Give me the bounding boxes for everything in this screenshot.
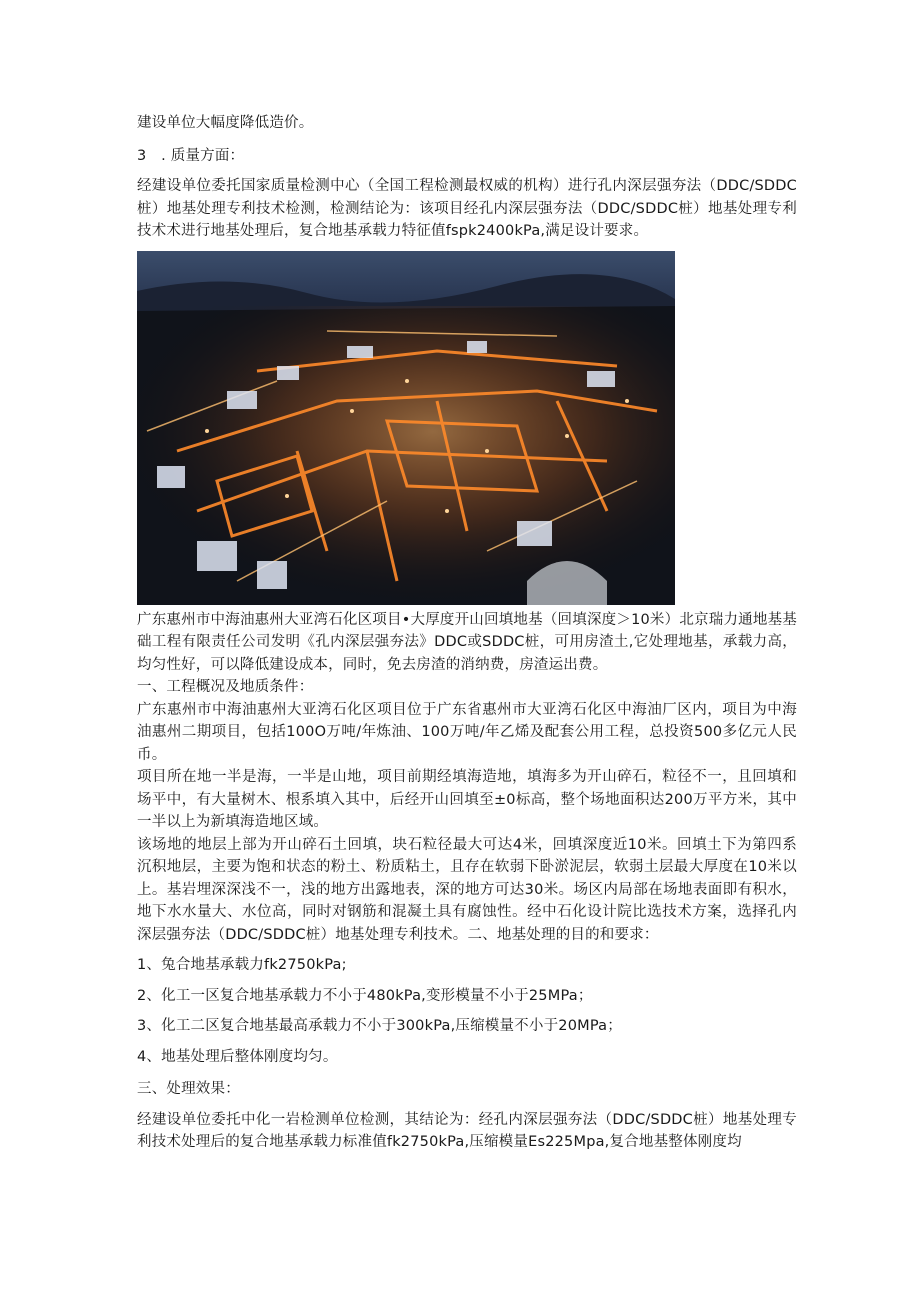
paragraph-inspection-results: 经建设单位委托中化一岩检测单位检测，其结论为：经孔内深层强夯法（DDC/SDDC桩）地基处理专利技术处理后的复合地基承载力标准值fk2750kPa,压缩模量Es225Mpa,复合地基整体刚度均: [137, 1111, 797, 1150]
paragraph-geology: 该场地的地层上部为开山碎石土回填，块石粒径最大可达4米，回填深度近10米。回填土下为第四系沉积地层，主要为饱和状态的粉土、粉质粘土，且存在软弱下卧淤泥层，软弱土层最大厚度在10米以上。基岩埋深深浅不一，浅的地方出露地表，深的地方可达30米。场区内局部在场地表面即有积水，地下水水量大、水位高，同时对钢筋和混凝土具有腐蚀性。经中石化设计院比选技术方案，选择孔内深层强夯法（DDC/SDDC桩）地基处理专利技术。二、地基处理的目的和要求：: [137, 836, 797, 943]
section-heading-quality: 3 . 质量方面：: [137, 147, 245, 164]
document-page: [137, 112, 797, 1154]
requirement-item-1: 1、兔合地基承载力fk2750kPa;: [137, 957, 347, 973]
paragraph-project-location: 广东惠州市中海油惠州大亚湾石化区项目位于广东省惠州市大亚湾石化区中海油厂区内，项目为中海油惠州二期项目，包括100O万吨/年炼油、100万吨/年乙烯及配套公用工程，总投资500多亿元人民币。: [137, 701, 797, 763]
section-heading-results: 三、处理效果：: [137, 1081, 240, 1097]
photo-caption: 广东惠州市中海油惠州大亚湾石化区项目•大厚度开山回填地基（回填深度＞10米）北京瑞力通地基基础工程有限责任公司发明《孔内深层强夯法》DDC或SDDC桩，可用房渣土,它处理地基，承载力高，均匀性好，可以降低建设成本，同时，免去房渣的消纳费，房渣运出费。: [137, 611, 797, 673]
paragraph-cost: 建设单位大幅度降低造价。: [137, 115, 314, 131]
paragraph-quality-inspection: 经建设单位委托国家质量检测中心（全国工程检测最权威的机构）进行孔内深层强夯法（DDC/SDDC桩）地基处理专利技术检测，检测结论为：该项目经孔内深层强夯法（DDC/SDDC桩）地基处理专利技术术进行地基处理后，复合地基承载力特征值fspk2400kPa,满足设计要求。: [137, 178, 797, 239]
section-heading-overview: 一、工程概况及地质条件：: [137, 679, 314, 695]
aerial-night-photo: [137, 251, 675, 605]
requirement-item-4: 4、地基处理后整体刚度均匀。: [137, 1048, 338, 1065]
requirement-item-2: 2、化工一区复合地基承载力不小于480kPa,变形模量不小于25MPa；: [137, 987, 593, 1004]
requirement-item-3: 3、化工二区复合地基最高承载力不小于300kPa,压缩模量不小于20MPa；: [137, 1018, 622, 1034]
paragraph-site-conditions: 项目所在地一半是海，一半是山地，项目前期经填海造地，填海多为开山碎石，粒径不一，且回填和场平中，有大量树木、根系填入其中，后经开山回填至±0标高，整个场地面积达200万平方米，其中一半以上为新填海造地区域。: [137, 769, 797, 830]
